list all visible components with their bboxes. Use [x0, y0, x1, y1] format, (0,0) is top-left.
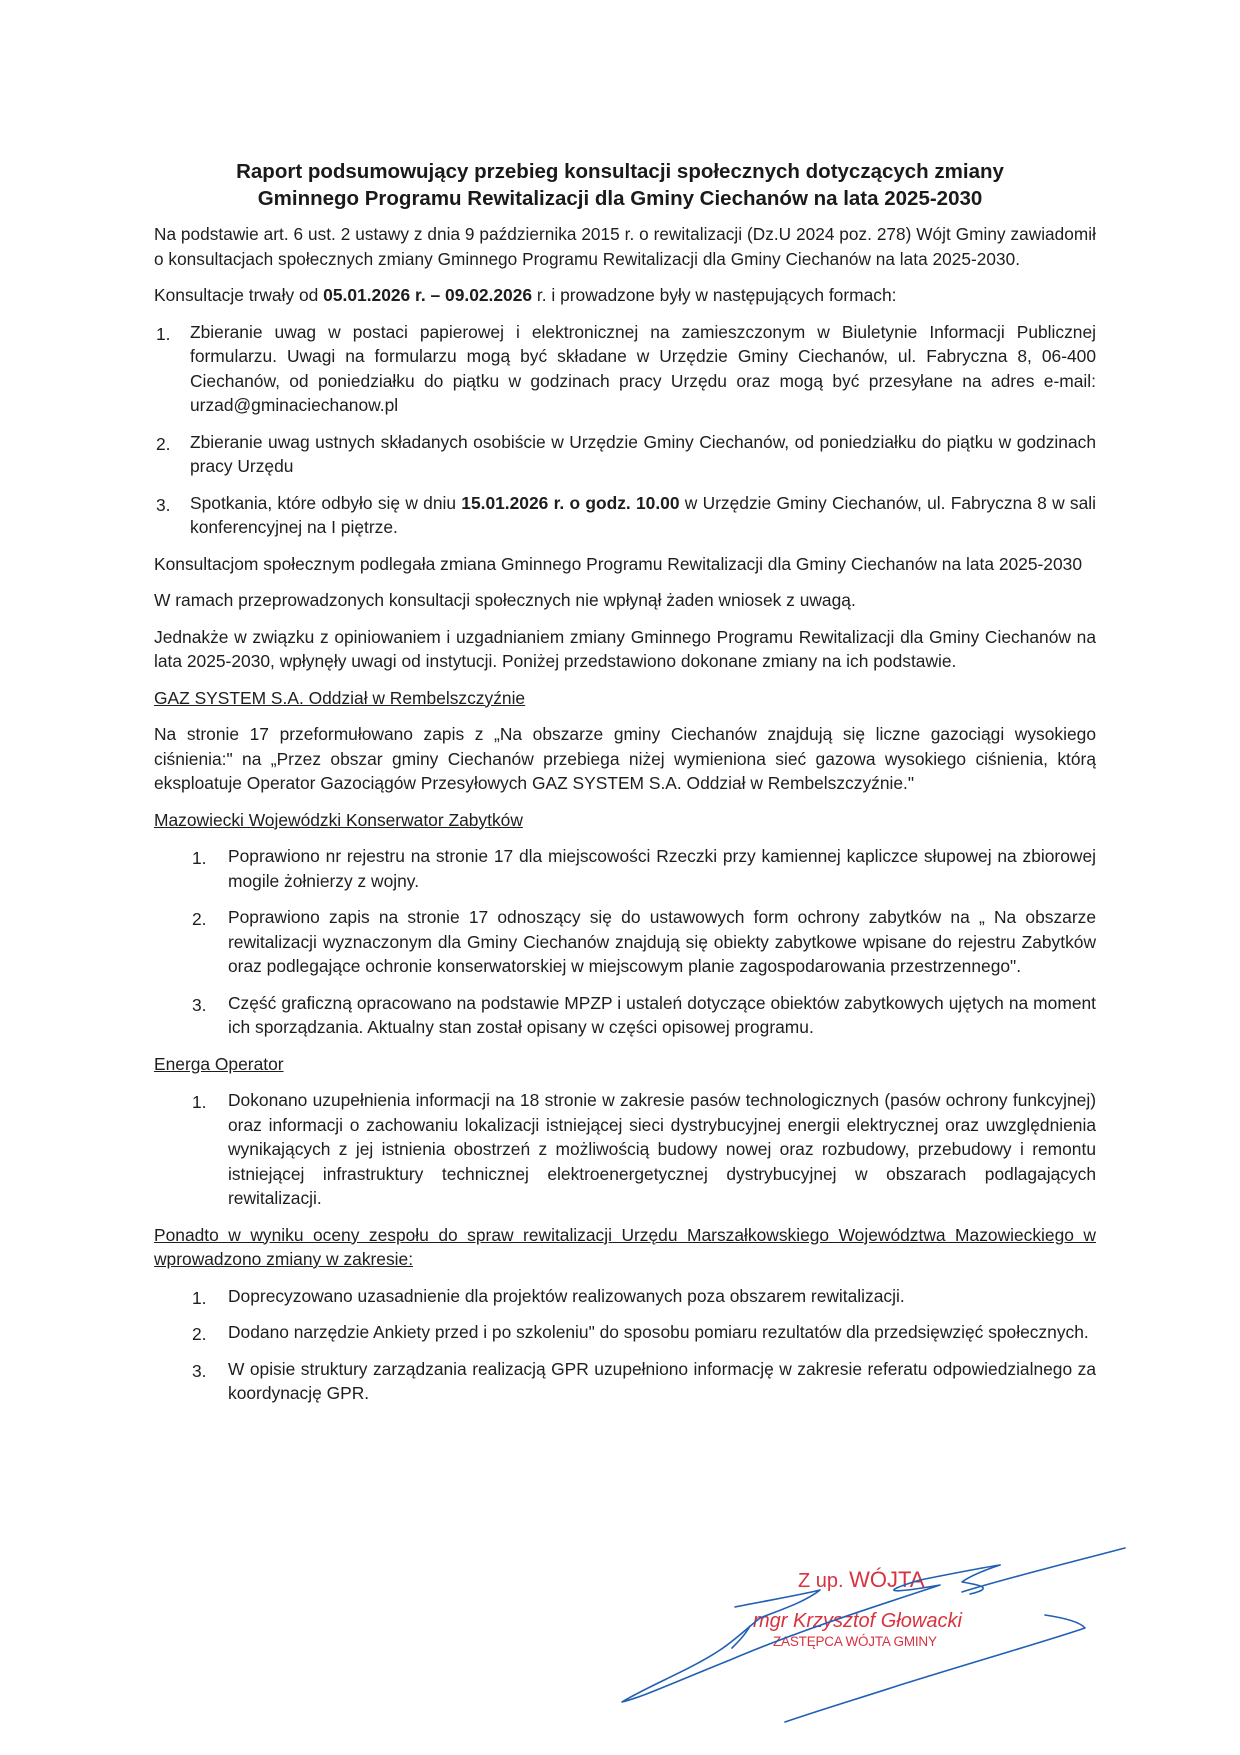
consultation-forms-list: [154, 320, 1096, 540]
marshal-office-changes-list: [154, 1284, 1096, 1406]
section-heading-energa: Energa Operator: [154, 1053, 284, 1074]
meeting-datetime: 15.01.2026 r. o godz. 10.00: [461, 492, 680, 513]
list-item-text: Część graficzną opracowano na podstawie MPZP i ustaleń dotyczące obiektów zabytkowych ujętych na moment ich sporządzania. Aktualny stan został opisany w części opisowej programu.: [228, 992, 1096, 1037]
title-line-1: Raport podsumowujący przebieg konsultacji społecznych dotyczących zmiany: [236, 160, 1004, 183]
signature-block: [620, 1510, 1140, 1740]
list-item: [154, 844, 1096, 893]
section-heading-konserwator: Mazowiecki Wojewódzki Konserwator Zabytków: [154, 809, 523, 830]
list-item: [154, 430, 1096, 479]
list-item-text: Poprawiono zapis na stronie 17 odnoszący się do ustawowych form ochrony zabytków na „ Na obszarze rewitalizacji wyznaczonym dla Gminy Ciechanów znajdują się obiekty zabytkowe wpisane do rejestru Zabytków oraz podlegające ochronie konserwatorskiej w miejscowym planie zagospodarowania przestrzennego".: [228, 907, 1096, 976]
list-item-text: Doprecyzowano uzasadnienie dla projektów realizowanych poza obszarem rewitalizacji.: [228, 1285, 905, 1306]
list-item: [154, 1088, 1096, 1211]
list-item-text: Zbieranie uwag w postaci papierowej i elektronicznej na zamieszczonym w Biuletynie Informacji Publicznej formularzu. Uwagi na formularzu mogą być składane w Urzędzie Gminy Ciechanów, ul. Fabryczna 8, 06-400 Ciechanów, od poniedziałku do piątku w godzinach pracy Urzędu oraz mogą być przesyłane na adres e-mail: urzad@gminaciechanow.pl: [190, 321, 1096, 415]
list-item-text-suffix: w Urzędzie Gminy Ciechanów, ul. Fabryczna 8 w sali konferencyjnej na I piętrze.: [190, 492, 1097, 537]
list-number: 1.: [192, 1287, 207, 1308]
gaz-system-paragraph: Na stronie 17 przeformułowano zapis z „Na obszarze gminy Ciechanów znajdują się liczne gazociągi wysokiego ciśnienia:" na „Przez obszar gminy Ciechanów przebiega niżej wymieniona sieć gazowa wysokiego ciśnienia, którą eksploatuje Operator Gazociągów Przesyłowych GAZ SYSTEM S.A. Oddział w Rembelszczyźnie.": [154, 724, 1096, 793]
list-number: 1.: [192, 1092, 207, 1112]
section-heading-gaz-system: GAZ SYSTEM S.A. Oddział w Rembelszczyźnie: [154, 687, 526, 708]
handwritten-signature-icon: [620, 1510, 1140, 1740]
title-line-2: Gminnego Programu Rewitalizacji dla Gminy Ciechanów na lata 2025-2030: [257, 187, 983, 210]
subject-paragraph: Konsultacjom społecznym podlegała zmiana Gminnego Programu Rewitalizacji dla Gminy Ciechanów na lata 2025-2030: [154, 553, 1082, 574]
list-number: 3.: [192, 994, 207, 1015]
institutions-paragraph: Jednakże w związku z opiniowaniem i uzgadnianiem zmiany Gminnego Programu Rewitalizacji dla Gminy Ciechanów na lata 2025-2030, wpłynęły uwagi od instytucji. Poniżej przedstawiono dokonane zmiany na ich podstawie.: [154, 626, 1096, 671]
list-item-text: Dokonano uzupełnienia informacji na 18 stronie w zakresie pasów technologicznych (pasów ochrony funkcyjnej) oraz informacji o zachowaniu lokalizacji istniejącej sieci dystrybucyjnej energii elektrycznej oraz uwzględnienia wynikających z jej istnienia obostrzeń z możliwością budowy nowej oraz rozbudowy, przebudowy i remontu istniejącej infrastruktury technicznej elektroenergetycznej dystrybucyjnej w obszarach podlagających rewitalizacji.: [228, 1090, 1096, 1208]
section-heading-marshal-office: Ponadto w wyniku oceny zespołu do spraw rewitalizacji Urzędu Marszałkowskiego Województwa Mazowieckiego w wprowadzono zmiany w zakresie:: [154, 1224, 1096, 1269]
stamp-name: mgr Krzysztof Głowacki: [753, 1610, 962, 1632]
list-item: [154, 1284, 1096, 1309]
list-number: 2.: [156, 433, 171, 454]
list-item-text: Dodano narzędzie Ankiety przed i po szkoleniu" do sposobu pomiaru rezultatów dla przedsięwzięć społecznych.: [228, 1322, 1089, 1342]
consultation-period-prefix: Konsultacje trwały od: [154, 285, 324, 305]
consultation-dates: 05.01.2026 r. – 09.02.2026: [323, 285, 533, 305]
list-number: 2.: [192, 1324, 207, 1344]
list-number: 3.: [192, 1360, 207, 1381]
list-item: [154, 991, 1096, 1040]
consultation-period-suffix: r. i prowadzone były w następujących formach:: [532, 285, 897, 305]
list-item-text: Zbieranie uwag ustnych składanych osobiście w Urzędzie Gminy Ciechanów, od poniedziałku do piątku w godzinach pracy Urzędu: [190, 431, 1096, 476]
intro-paragraph: Na podstawie art. 6 ust. 2 ustawy z dnia 9 października 2015 r. o rewitalizacji (Dz.U 2024 poz. 278) Wójt Gminy zawiadomił o konsultacjach społecznych zmiany Gminnego Programu Rewitalizacji dla Gminy Ciechanów na lata 2025-2030.: [154, 224, 1096, 269]
list-item: [154, 1357, 1096, 1406]
list-number: 1.: [192, 848, 207, 868]
list-item-text: Poprawiono nr rejestru na stronie 17 dla miejscowości Rzeczki przy kamiennej kapliczce słupowej na zbiorowej mogile żołnierzy z wojny.: [228, 846, 1096, 891]
no-comments-paragraph: W ramach przeprowadzonych konsultacji społecznych nie wpłynął żaden wniosek z uwagą.: [154, 590, 856, 610]
document-title: [150, 158, 1090, 212]
energa-changes-list: [154, 1088, 1096, 1211]
consultation-period-paragraph: [154, 283, 1096, 308]
stamp-prefix: Z up.: [798, 1570, 850, 1592]
list-item-text: W opisie struktury zarządzania realizacją GPR uzupełniono informację w zakresie referatu odpowiedzialnego za koordynację GPR.: [228, 1358, 1096, 1403]
list-number: 3.: [156, 494, 171, 515]
stamp-role: ZASTĘPCA WÓJTA GMINY: [773, 1634, 937, 1649]
konserwator-changes-list: [154, 844, 1096, 1040]
list-item-text-prefix: Spotkania, które odbyło się w dniu: [190, 492, 462, 513]
list-item: [154, 1320, 1096, 1345]
list-item: [154, 491, 1096, 540]
stamp-title: WÓJTA: [849, 1567, 925, 1592]
list-number: 2.: [192, 909, 207, 929]
list-item: [154, 905, 1096, 979]
list-number: 1.: [156, 323, 171, 344]
document-body: [154, 222, 1096, 1418]
list-item: [154, 320, 1096, 418]
